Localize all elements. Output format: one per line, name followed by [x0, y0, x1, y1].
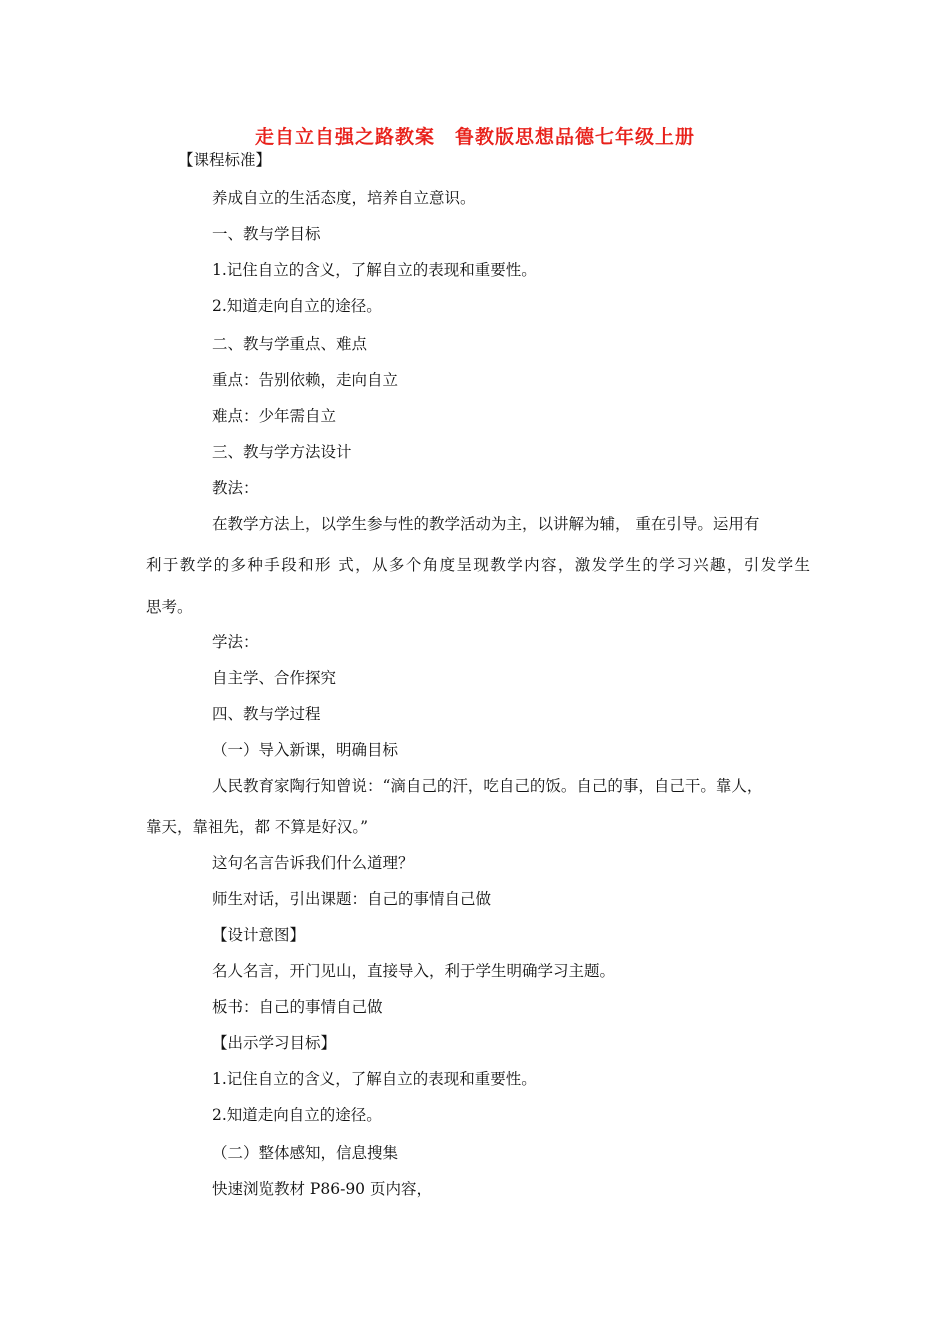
subsection-heading: （二）整体感知，信息搜集: [212, 1144, 399, 1162]
paragraph-line: 思考。: [146, 598, 193, 616]
list-item: 1.记住自立的含义，了解自立的表现和重要性。: [212, 261, 537, 279]
section-heading-curriculum-standard: 【课程标准】: [178, 151, 272, 169]
paragraph: 养成自立的生活态度，培养自立意识。: [212, 189, 476, 207]
list-item: 2.知道走向自立的途径。: [212, 1106, 382, 1124]
section-heading: 一、教与学目标: [212, 225, 321, 243]
section-heading: 二、教与学重点、难点: [212, 335, 368, 353]
section-heading: 三、教与学方法设计: [212, 443, 352, 461]
bracket-heading: 【设计意图】: [212, 926, 306, 944]
paragraph: 学法：: [212, 633, 259, 651]
paragraph-line: 在教学方法上，以学生参与性的教学活动为主，以讲解为辅， 重在引导。运用有: [212, 515, 760, 533]
paragraph: 名人名言，开门见山，直接导入，利于学生明确学习主题。: [212, 962, 616, 980]
paragraph: 板书：自己的事情自己做: [212, 998, 383, 1016]
paragraph: 快速浏览教材 P86-90 页内容，: [212, 1180, 432, 1198]
document-title: 走自立自强之路教案 鲁教版思想品德七年级上册: [254, 126, 695, 148]
subsection-heading: （一）导入新课，明确目标: [212, 741, 399, 759]
paragraph: 教法：: [212, 479, 259, 497]
paragraph-line: 利于教学的多种手段和形 式，从多个角度呈现教学内容，激发学生的学习兴趣，引发学生: [146, 556, 810, 574]
list-item: 1.记住自立的含义，了解自立的表现和重要性。: [212, 1070, 537, 1088]
section-heading: 四、教与学过程: [212, 705, 321, 723]
paragraph: 难点：少年需自立: [212, 407, 337, 425]
bracket-heading: 【出示学习目标】: [212, 1034, 337, 1052]
list-item: 2.知道走向自立的途径。: [212, 297, 382, 315]
paragraph: 这句名言告诉我们什么道理？: [212, 854, 414, 872]
paragraph: 自主学、合作探究: [212, 669, 337, 687]
paragraph: 重点：告别依赖，走向自立: [212, 371, 399, 389]
paragraph-line: 人民教育家陶行知曾说：“滴自己的汗，吃自己的饭。自己的事，自己干。靠人，: [212, 777, 763, 795]
paragraph: 师生对话，引出课题：自己的事情自己做: [212, 890, 492, 908]
paragraph-line: 靠天，靠祖先，都 不算是好汉。”: [146, 818, 369, 836]
